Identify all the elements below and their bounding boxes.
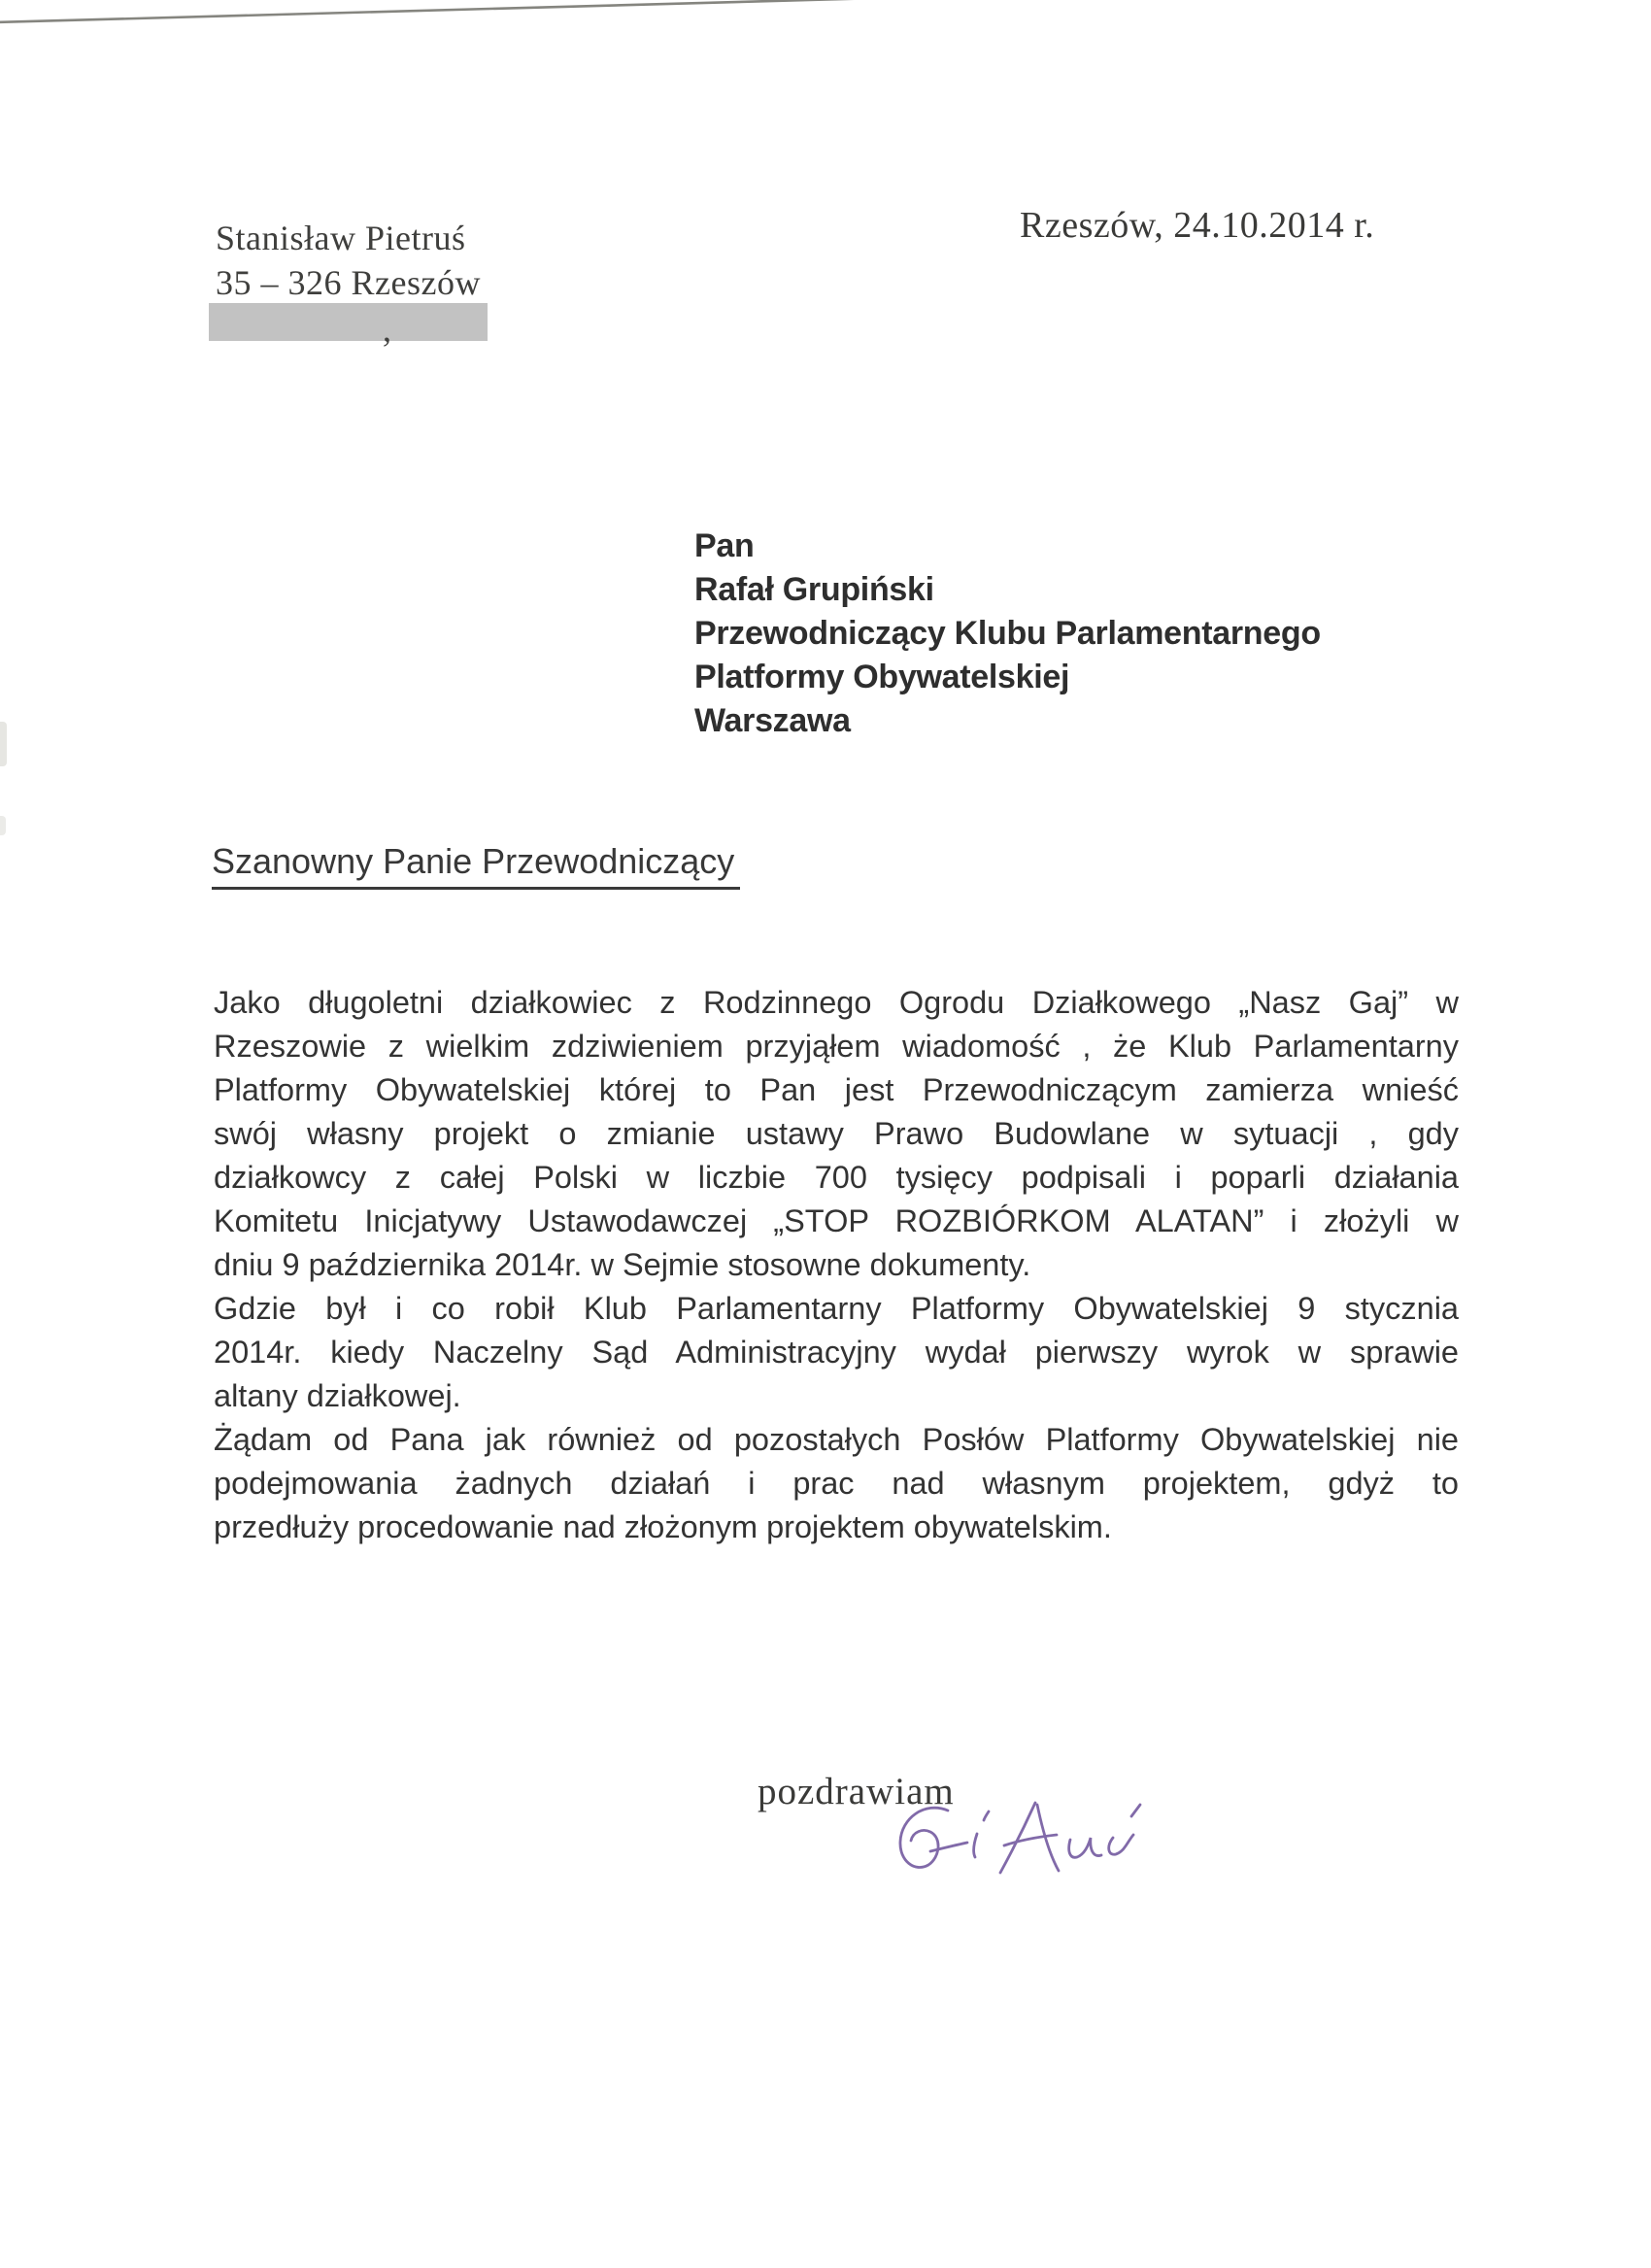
redaction-box: [209, 303, 488, 341]
sender-postal: 35 – 326 Rzeszów: [216, 263, 481, 302]
body-line: swój własny projekt o zmianie ustawy Prawo Budowlane w sytuacji , gdy: [214, 1116, 1459, 1151]
sender-name: Stanisław Pietruś: [216, 219, 466, 257]
body-line: Rzeszowie z wielkim zdziwieniem przyjąłem wiadomość , że Klub Parlamentarny: [214, 1029, 1459, 1064]
recipient-block: [694, 525, 1321, 743]
recipient-line: Warszawa: [694, 702, 851, 739]
recipient-line: Platformy Obywatelskiej: [694, 659, 1070, 695]
body-line: podejmowania żadnych działań i prac nad własnym projektem, gdyż to: [214, 1466, 1459, 1501]
scan-artifact-line: [0, 0, 1651, 31]
body-line: altany działkowej.: [214, 1378, 461, 1413]
handwritten-signature: [892, 1797, 1149, 1899]
recipient-line: Rafał Grupiński: [694, 571, 934, 608]
body-line: Żądam od Pana jak również od pozostałych Posłów Platformy Obywatelskiej nie: [214, 1422, 1459, 1457]
sender-block: [216, 216, 481, 305]
scan-edge-smudge: [0, 722, 7, 766]
recipient-line: Przewodniczący Klubu Parlamentarnego: [694, 615, 1321, 652]
scan-edge-smudge: [0, 816, 6, 835]
recipient-line: Pan: [694, 527, 755, 564]
body-line: Platformy Obywatelskiej której to Pan jest Przewodniczącym zamierza wnieść: [214, 1072, 1459, 1107]
body-line: Gdzie był i co robił Klub Parlamentarny Platformy Obywatelskiej 9 stycznia: [214, 1291, 1459, 1326]
letter-body: [214, 981, 1459, 1549]
dateline: Rzeszów, 24.10.2014 r.: [1020, 205, 1375, 246]
salutation: Szanowny Panie Przewodniczący: [212, 841, 740, 890]
redacted-line-comma: ,: [383, 310, 391, 349]
body-line: dniu 9 października 2014r. w Sejmie stosowne dokumenty.: [214, 1247, 1031, 1282]
body-line: przedłuży procedowanie nad złożonym projektem obywatelskim.: [214, 1509, 1112, 1544]
body-line: Komitetu Inicjatywy Ustawodawczej „STOP ROZBIÓRKOM ALATAN” i złożyli w: [214, 1203, 1459, 1238]
body-line: 2014r. kiedy Naczelny Sąd Administracyjny wydał pierwszy wyrok w sprawie: [214, 1335, 1459, 1370]
closing-word: pozdrawiam: [758, 1771, 955, 1812]
body-line: Jako długoletni działkowiec z Rodzinnego Ogrodu Działkowego „Nasz Gaj” w: [214, 985, 1459, 1020]
body-line: działkowcy z całej Polski w liczbie 700 tysięcy podpisali i poparli działania: [214, 1160, 1459, 1195]
